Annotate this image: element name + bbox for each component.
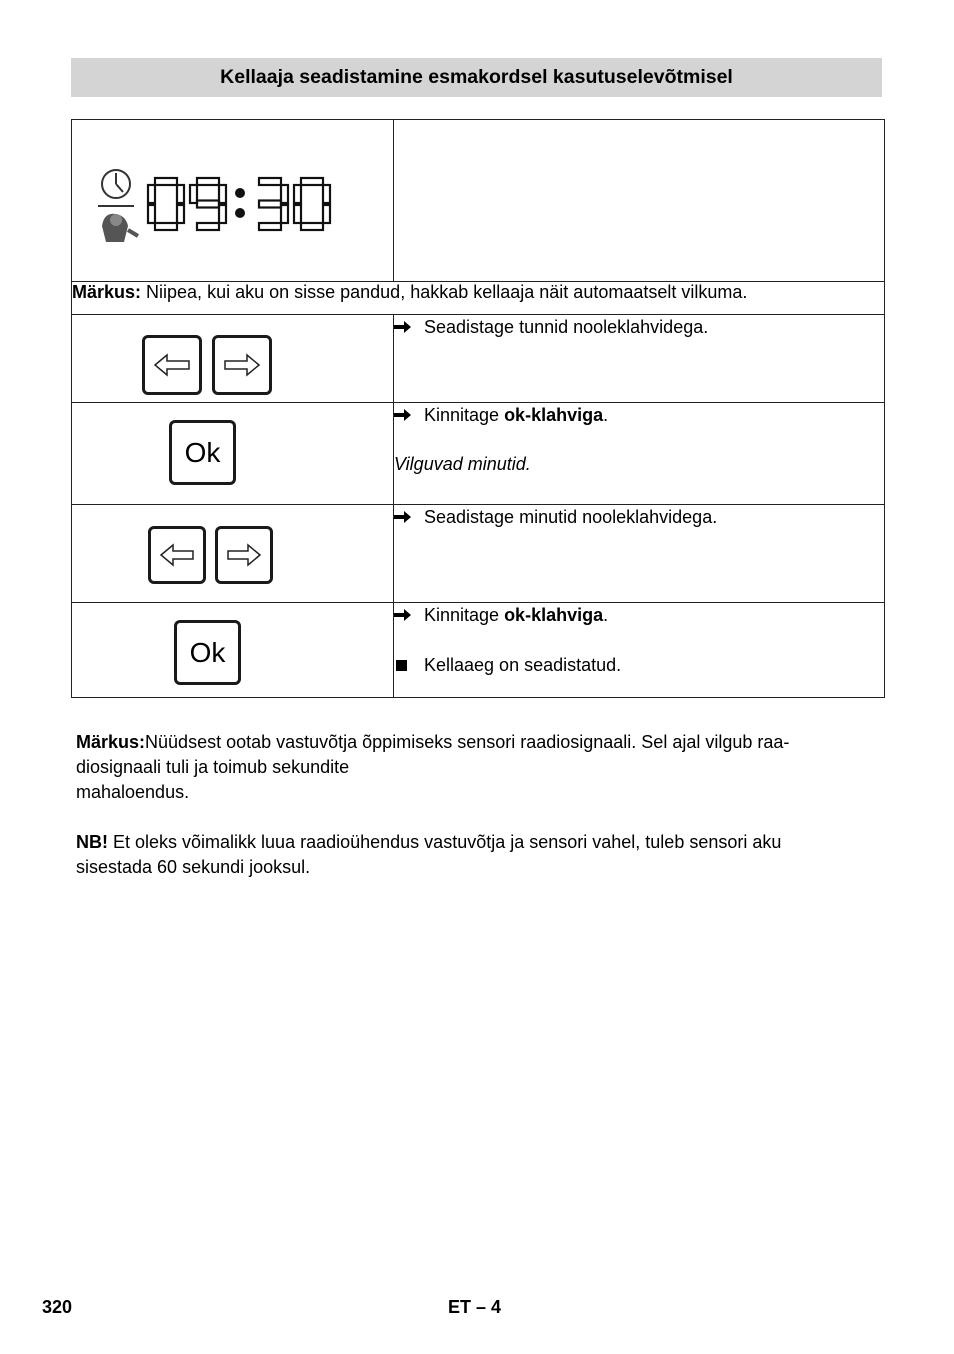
lcd-segment xyxy=(323,205,330,223)
step-result: Vilguvad minutid. xyxy=(394,454,531,474)
right-arrow-bullet-icon xyxy=(394,315,424,339)
step-icon-cell xyxy=(72,603,394,698)
note2-line2: diosignaali tuli ja toimub sekundite xyxy=(76,757,350,777)
lcd-display xyxy=(72,120,392,280)
ok-key-label: Ok xyxy=(184,436,221,468)
display-row xyxy=(72,120,885,282)
right-arrow-bullet-icon xyxy=(394,603,424,627)
step-line xyxy=(394,505,884,529)
step-row xyxy=(72,603,885,698)
right-arrow-icon xyxy=(215,338,269,392)
time-digits xyxy=(148,178,330,230)
lcd-segment xyxy=(259,201,281,208)
lcd-segment xyxy=(177,185,184,203)
lcd-colon-dot xyxy=(235,188,245,198)
lcd-segment xyxy=(177,205,184,223)
nb-paragraph xyxy=(76,830,886,880)
step-text-cell xyxy=(394,505,885,603)
note2-label: Märkus: xyxy=(76,732,146,752)
note2-line1: Nüüdsest ootab vastuvõtja õppimiseks sensori raadiosignaali. Sel ajal vilgub raa- xyxy=(145,732,790,752)
section-title-text: Kellaaja seadistamine esmakordsel kasutuselevõtmisel xyxy=(220,66,733,88)
right-arrow-key xyxy=(212,335,272,395)
step-text-cell xyxy=(394,403,885,505)
step-text-after: . xyxy=(603,605,609,625)
right-arrow-key xyxy=(215,526,273,584)
nb-label: NB! xyxy=(76,832,108,852)
lcd-segment xyxy=(155,178,177,185)
lcd-segment xyxy=(301,223,323,230)
left-arrow-key xyxy=(148,526,206,584)
lcd-segment xyxy=(294,205,301,223)
lcd-segment xyxy=(155,223,177,230)
step-text: Kinnitage xyxy=(424,605,505,625)
step-text: Seadistage tunnid nooleklahvidega. xyxy=(424,317,709,337)
step-text: Kellaaeg on seadistatud. xyxy=(424,655,622,675)
lcd-segment xyxy=(197,178,219,185)
step-text: Seadistage minutid nooleklahvidega. xyxy=(424,507,718,527)
steps-table xyxy=(71,119,885,698)
left-arrow-key xyxy=(142,335,202,395)
lcd-segment xyxy=(294,185,301,203)
step-row xyxy=(72,315,885,403)
lcd-segment xyxy=(259,223,281,230)
ok-key xyxy=(169,420,236,485)
right-arrow-icon xyxy=(218,529,270,581)
watering-can-icon xyxy=(102,214,138,242)
display-description-cell xyxy=(394,120,885,282)
note2-paragraph xyxy=(76,730,886,805)
right-arrow-bullet-icon xyxy=(394,403,424,427)
step-line xyxy=(394,603,884,627)
nb-line1: Et oleks võimalikk luua raadioühendus vastuvõtja ja sensori vahel, tuleb sensori aku xyxy=(108,832,782,852)
lcd-segment xyxy=(197,223,219,230)
note-cell xyxy=(72,282,885,315)
step-icon-cell xyxy=(72,315,394,403)
lcd-segment xyxy=(259,178,281,185)
square-bullet-icon xyxy=(394,653,424,677)
page-number: 320 xyxy=(42,1297,73,1317)
section-label: ET – 4 xyxy=(448,1297,502,1317)
lcd-colon-dot xyxy=(235,208,245,218)
step-text-cell xyxy=(394,603,885,698)
note2-line3: mahaloendus. xyxy=(76,782,190,802)
step-text: Kinnitage xyxy=(424,405,505,425)
step-line xyxy=(394,403,884,427)
note-label: Märkus: xyxy=(72,282,142,302)
lcd-segment xyxy=(148,185,155,203)
section-title xyxy=(71,58,882,97)
step-icon-cell xyxy=(72,403,394,505)
step-row xyxy=(72,403,885,505)
lcd-segment xyxy=(281,205,288,223)
lcd-segment xyxy=(148,205,155,223)
note-row xyxy=(72,282,885,315)
lcd-segment xyxy=(301,178,323,185)
step-text-after: . xyxy=(603,405,609,425)
ok-key xyxy=(174,620,241,685)
right-arrow-bullet-icon xyxy=(394,505,424,529)
step-line xyxy=(394,315,884,339)
nb-line2: sisestada 60 sekundi jooksul. xyxy=(76,857,311,877)
step-text-bold: ok-klahviga xyxy=(504,605,604,625)
ok-key-label: Ok xyxy=(189,636,226,668)
display-cell xyxy=(72,120,394,282)
note-text: Niipea, kui aku on sisse pandud, hakkab kellaaja näit automaatselt vilkuma. xyxy=(141,282,748,302)
step-line xyxy=(394,653,884,677)
step-row xyxy=(72,505,885,603)
step-icon-cell xyxy=(72,505,394,603)
step-text-cell xyxy=(394,315,885,403)
left-arrow-icon xyxy=(145,338,199,392)
lcd-segment xyxy=(323,185,330,203)
left-arrow-icon xyxy=(151,529,203,581)
clock-icon xyxy=(102,170,130,198)
lcd-segment xyxy=(197,201,219,208)
step-text-bold: ok-klahviga xyxy=(504,405,604,425)
